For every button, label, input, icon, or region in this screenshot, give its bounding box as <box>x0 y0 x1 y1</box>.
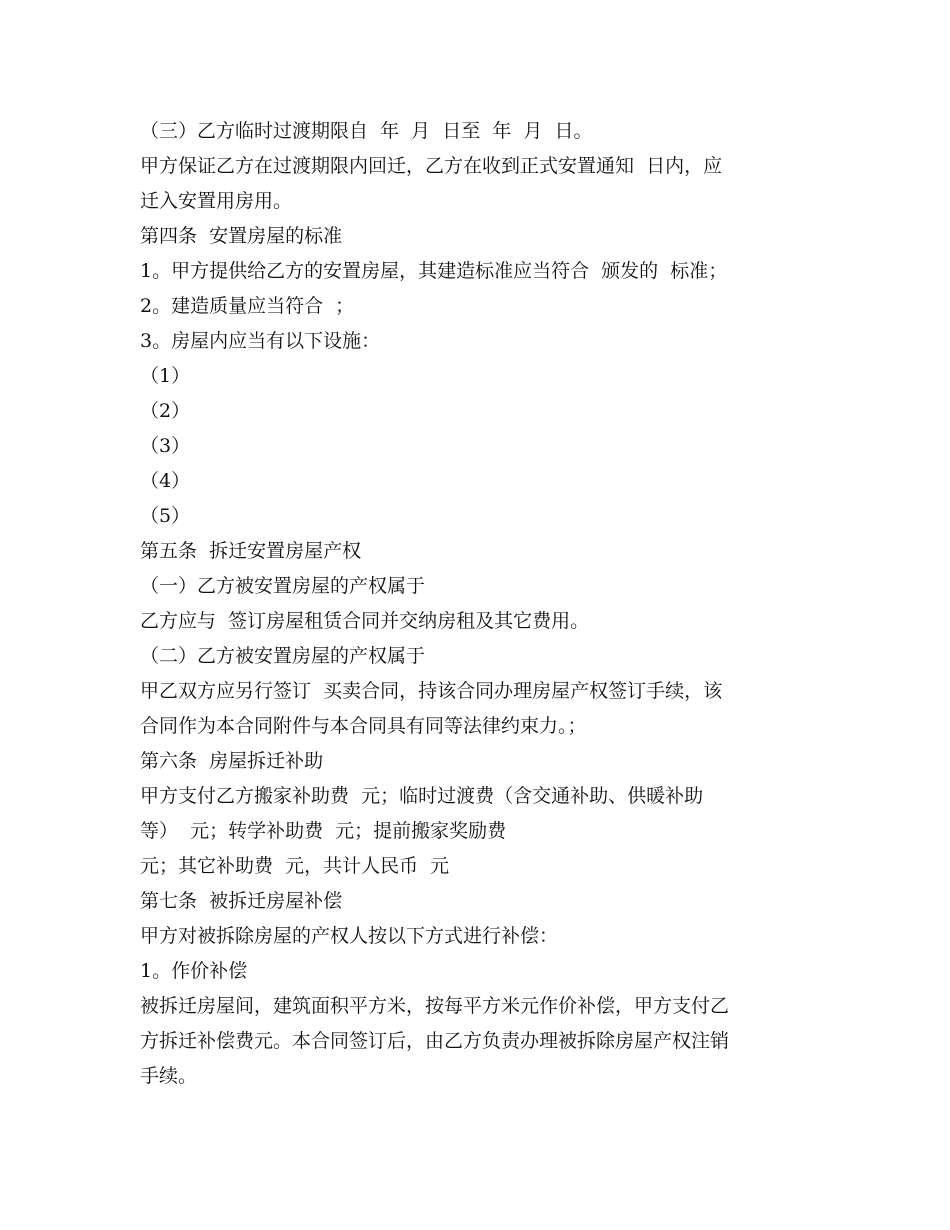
text-line: 手续。 <box>140 1065 198 1087</box>
list-item: （3） <box>140 435 191 457</box>
section-heading: 第五条 拆迁安置房屋产权 <box>140 540 362 562</box>
text-line: 乙方应与 签订房屋租赁合同并交纳房租及其它费用。 <box>140 610 590 632</box>
list-item: （5） <box>140 505 191 527</box>
text-line: 甲方保证乙方在过渡期限内回迁，乙方在收到正式安置通知 日内，应 <box>140 155 723 177</box>
text-line: 2。建造质量应当符合 ； <box>140 295 355 317</box>
text-line: 等） 元；转学补助费 元；提前搬家奖励费 <box>140 820 507 842</box>
section-heading: 第四条 安置房屋的标准 <box>140 225 343 247</box>
text-line: 元；其它补助费 元，共计人民币 元 <box>140 855 450 877</box>
section-heading: 第七条 被拆迁房屋补偿 <box>140 890 343 912</box>
text-line: 合同作为本合同附件与本合同具有同等法律约束力。； <box>140 715 587 737</box>
document-body <box>140 114 820 1094</box>
list-item: （4） <box>140 470 191 492</box>
text-line: 迁入安置用房用。 <box>140 190 293 212</box>
text-line: （三）乙方临时过渡期限自 年 月 日至 年 月 日。 <box>140 120 593 142</box>
text-line: 甲方对被拆除房屋的产权人按以下方式进行补偿： <box>140 925 559 947</box>
text-line: 1。作价补偿 <box>140 960 248 982</box>
list-item: （1） <box>140 365 191 387</box>
text-line: 甲方支付乙方搬家补助费 元；临时过渡费（含交通补助、供暖补助 <box>140 785 704 807</box>
text-line: （二）乙方被安置房屋的产权属于 <box>140 645 426 667</box>
text-line: 被拆迁房屋间，建筑面积平方米，按每平方米元作价补偿，甲方支付乙 <box>140 995 730 1017</box>
text-line: 1。甲方提供给乙方的安置房屋，其建造标准应当符合 颁发的 标准； <box>140 260 728 282</box>
text-line: （一）乙方被安置房屋的产权属于 <box>140 575 426 597</box>
text-line: 方拆迁补偿费元。本合同签订后，由乙方负责办理被拆除房屋产权注销 <box>140 1030 730 1052</box>
text-line: 3。房屋内应当有以下设施： <box>140 330 381 352</box>
list-item: （2） <box>140 400 191 422</box>
section-heading: 第六条 房屋拆迁补助 <box>140 750 324 772</box>
text-line: 甲乙双方应另行签订 买卖合同，持该合同办理房屋产权签订手续，该 <box>140 680 723 702</box>
